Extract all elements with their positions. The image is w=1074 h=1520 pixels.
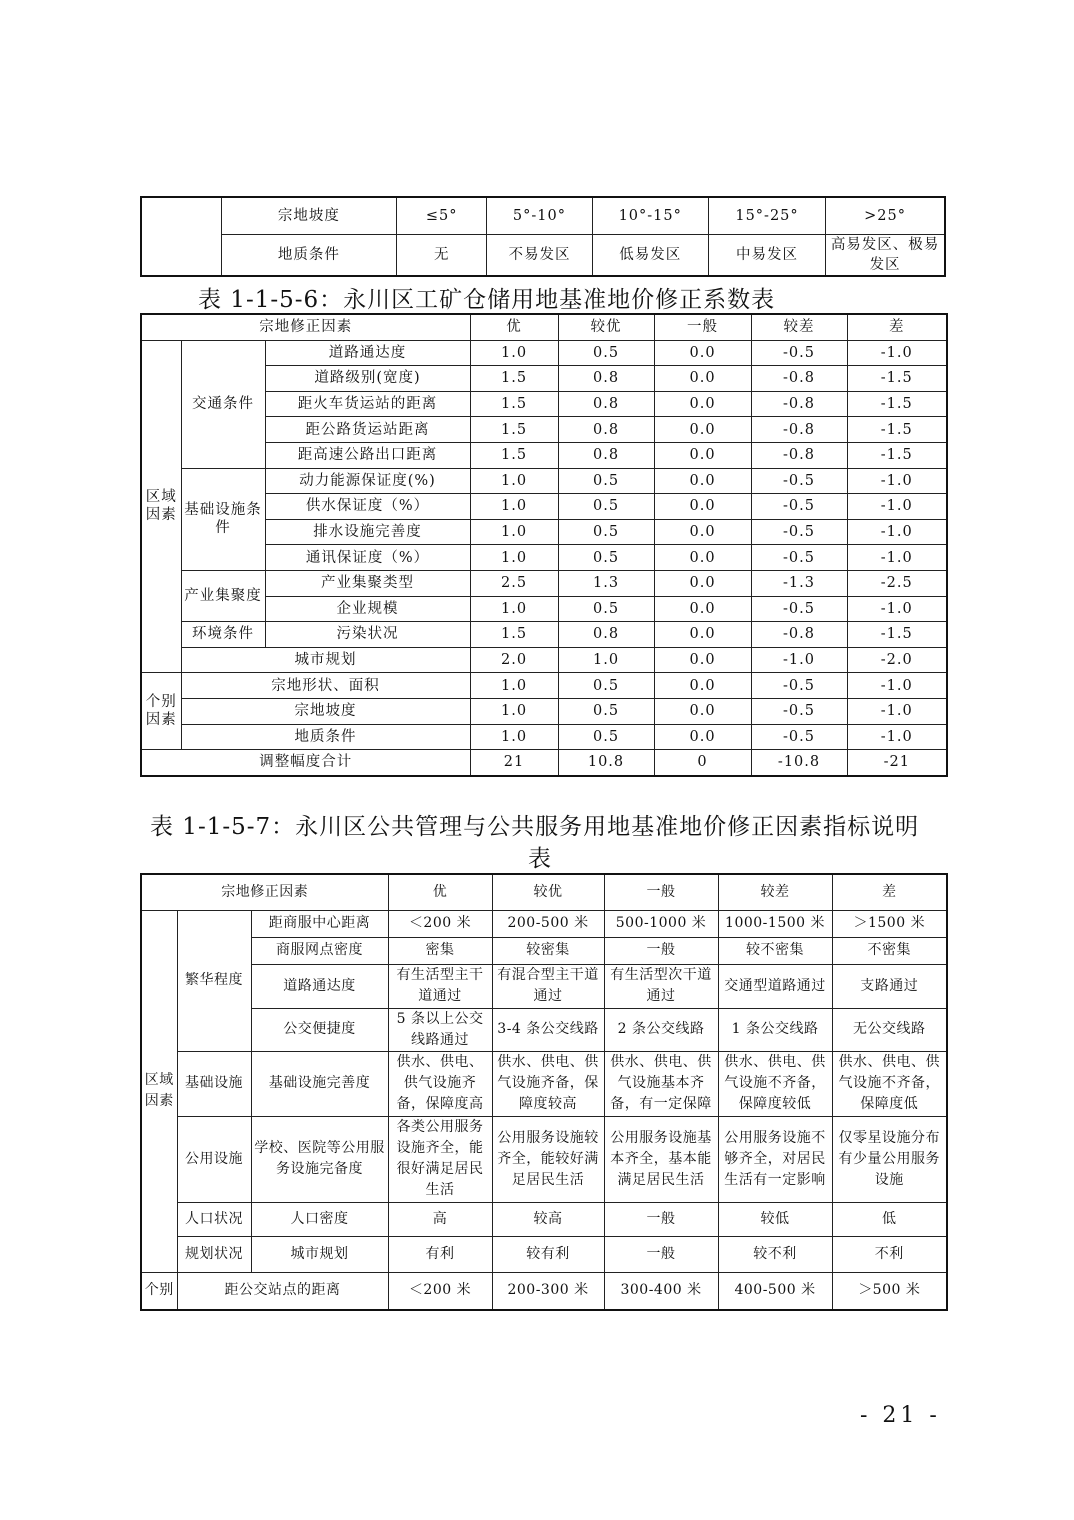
factor-cell: 距火车货运站的距离 — [265, 391, 470, 417]
value-cell: 0.5 — [558, 545, 654, 571]
value-cell: -1.0 — [847, 340, 947, 366]
value-cell: -1.0 — [847, 698, 947, 724]
value-cell: 1.5 — [470, 391, 558, 417]
value-cell: 各类公用服务设施齐全，能很好满足居民生活 — [388, 1116, 492, 1202]
table-cell-empty — [141, 197, 221, 276]
value-cell: 400-500 米 — [718, 1272, 832, 1310]
value-cell: ＜200 米 — [388, 910, 492, 937]
value-cell: 低易发区 — [592, 235, 708, 277]
value-cell: -2.5 — [847, 570, 947, 596]
value-cell: 2.0 — [470, 647, 558, 673]
table-row — [141, 1272, 947, 1310]
value-cell: 10°-15° — [592, 197, 708, 235]
value-cell: 较低 — [718, 1202, 832, 1236]
value-cell: 低 — [832, 1202, 947, 1236]
value-cell: 一般 — [604, 1202, 718, 1236]
value-cell: 较不密集 — [718, 937, 832, 964]
value-cell: 5 条以上公交线路通过 — [388, 1008, 492, 1051]
factor-cell: 城市规划 — [181, 647, 470, 673]
value-cell: ＞1500 米 — [832, 910, 947, 937]
category-planning: 规划状况 — [177, 1236, 251, 1272]
value-cell: 15°-25° — [708, 197, 825, 235]
value-cell: 300-400 米 — [604, 1272, 718, 1310]
value-cell: -1.0 — [847, 596, 947, 622]
value-cell: 一般 — [604, 1236, 718, 1272]
value-cell: 0.5 — [558, 724, 654, 750]
factor-cell: 地质条件 — [181, 724, 470, 750]
table2-caption: 表 1-1-5-6：永川区工矿仓储用地基准地价修正系数表 — [198, 287, 776, 313]
value-cell: 0.5 — [558, 494, 654, 520]
value-cell: 0.8 — [558, 442, 654, 468]
value-cell: -0.8 — [751, 391, 847, 417]
factor-cell: 距商服中心距离 — [251, 910, 388, 937]
category-population: 人口状况 — [177, 1202, 251, 1236]
value-cell: 供水、供电、供气设施齐备，保障度高 — [388, 1051, 492, 1116]
value-cell: 0.0 — [654, 494, 751, 520]
value-cell: 0.8 — [558, 417, 654, 443]
value-cell: 1.0 — [470, 545, 558, 571]
value-cell: ＞500 米 — [832, 1272, 947, 1310]
factor-cell: 通讯保证度（%） — [265, 545, 470, 571]
header-level: 差 — [847, 314, 947, 340]
table-row — [141, 698, 947, 724]
factor-cell: 道路级别(宽度) — [265, 366, 470, 392]
value-cell: 200-300 米 — [492, 1272, 604, 1310]
value-cell: -1.0 — [847, 724, 947, 750]
value-cell: 0.0 — [654, 647, 751, 673]
value-cell: 0.5 — [558, 673, 654, 699]
group-regional: 区域因素 — [141, 910, 177, 1272]
value-cell: 供水、供电、供气设施齐备，保障度较高 — [492, 1051, 604, 1116]
table-row — [141, 197, 945, 235]
value-cell: -0.5 — [751, 698, 847, 724]
value-cell: 0.0 — [654, 673, 751, 699]
value-cell: 高 — [388, 1202, 492, 1236]
header-level: 优 — [470, 314, 558, 340]
table3-caption: 表 1-1-5-7：永川区公共管理与公共服务用地基准地价修正因素指标说明 — [150, 814, 920, 840]
value-cell: -0.5 — [751, 724, 847, 750]
header-level: 较优 — [558, 314, 654, 340]
value-cell: 0.5 — [558, 340, 654, 366]
factor-cell: 道路通达度 — [265, 340, 470, 366]
value-cell: 公用服务设施基本齐全，基本能满足居民生活 — [604, 1116, 718, 1202]
table-row — [141, 1051, 947, 1116]
value-cell: 1.0 — [470, 673, 558, 699]
value-cell: -0.5 — [751, 468, 847, 494]
value-cell: 1.0 — [470, 468, 558, 494]
value-cell: 无 — [397, 235, 487, 277]
table-row — [141, 1236, 947, 1272]
value-cell: 供水、供电、供气设施不齐备，保障度较低 — [718, 1051, 832, 1116]
category-infrastructure: 基础设施条件 — [181, 468, 265, 570]
value-cell: 不利 — [832, 1236, 947, 1272]
value-cell: 不密集 — [832, 937, 947, 964]
value-cell: 有生活型主干道通过 — [388, 964, 492, 1008]
value-cell: 0.5 — [558, 596, 654, 622]
factor-cell: 动力能源保证度(%) — [265, 468, 470, 494]
public-service-land-indicator-table — [140, 873, 948, 1311]
value-cell: 0.0 — [654, 570, 751, 596]
value-cell: -0.5 — [751, 596, 847, 622]
value-cell: -1.5 — [847, 442, 947, 468]
value-cell: -2.0 — [847, 647, 947, 673]
value-cell: ≤5° — [397, 197, 487, 235]
value-cell: -0.8 — [751, 622, 847, 648]
value-cell: 0.0 — [654, 417, 751, 443]
value-cell: 0.0 — [654, 622, 751, 648]
header-factor: 宗地修正因素 — [141, 874, 388, 910]
category-industry: 产业集聚度 — [181, 570, 265, 621]
factor-cell: 道路通达度 — [251, 964, 388, 1008]
value-cell: 较高 — [492, 1202, 604, 1236]
category-infrastructure: 基础设施 — [177, 1051, 251, 1116]
value-cell: -0.5 — [751, 340, 847, 366]
header-factor: 宗地修正因素 — [141, 314, 470, 340]
value-cell: -1.0 — [847, 673, 947, 699]
factor-cell: 污染状况 — [265, 622, 470, 648]
value-cell: >25° — [826, 197, 945, 235]
value-cell: 1.0 — [470, 596, 558, 622]
value-cell: 仅零星设施分布有少量公用服务设施 — [832, 1116, 947, 1202]
value-cell: 1.5 — [470, 366, 558, 392]
value-cell: 供水、供电、供气设施不齐备，保障度低 — [832, 1051, 947, 1116]
header-level: 一般 — [604, 874, 718, 910]
value-cell: -0.8 — [751, 366, 847, 392]
value-cell: 0.0 — [654, 698, 751, 724]
value-cell: 2 条公交线路 — [604, 1008, 718, 1051]
group-individual: 个别因素 — [141, 673, 181, 750]
page-number: - 21 - — [860, 1403, 941, 1428]
value-cell: -0.5 — [751, 673, 847, 699]
value-cell: 0.8 — [558, 366, 654, 392]
value-cell: 0.0 — [654, 596, 751, 622]
value-cell: 1.0 — [470, 519, 558, 545]
value-cell: 0.0 — [654, 391, 751, 417]
table-row — [141, 647, 947, 673]
value-cell: 0.0 — [654, 545, 751, 571]
value-cell: 公用服务设施较齐全，能较好满足居民生活 — [492, 1116, 604, 1202]
category-public-facilities: 公用设施 — [177, 1116, 251, 1202]
factor-cell: 产业集聚类型 — [265, 570, 470, 596]
value-cell: 较密集 — [492, 937, 604, 964]
table-row — [141, 468, 947, 494]
factor-cell: 宗地坡度 — [221, 197, 396, 235]
factor-cell: 公交便捷度 — [251, 1008, 388, 1051]
industrial-land-correction-table — [140, 313, 948, 777]
factor-cell: 距公交站点的距离 — [177, 1272, 388, 1310]
value-cell: -0.5 — [751, 545, 847, 571]
table-row — [141, 622, 947, 648]
value-cell: -1.0 — [847, 545, 947, 571]
value-cell: 0.8 — [558, 622, 654, 648]
table-header-row — [141, 314, 947, 340]
factor-cell: 基础设施完善度 — [251, 1051, 388, 1116]
category-prosperity: 繁华程度 — [177, 910, 251, 1051]
factor-cell: 距高速公路出口距离 — [265, 442, 470, 468]
total-value: 21 — [470, 750, 558, 776]
factor-cell: 人口密度 — [251, 1202, 388, 1236]
header-level: 较差 — [718, 874, 832, 910]
value-cell: -1.0 — [847, 519, 947, 545]
value-cell: 交通型道路通过 — [718, 964, 832, 1008]
table-row — [141, 673, 947, 699]
total-value: 0 — [654, 750, 751, 776]
value-cell: -0.8 — [751, 442, 847, 468]
table-row — [141, 570, 947, 596]
value-cell: -0.8 — [751, 417, 847, 443]
value-cell: 5°-10° — [487, 197, 592, 235]
factor-cell: 宗地坡度 — [181, 698, 470, 724]
table3-caption-continued: 表 — [528, 846, 552, 872]
value-cell: -0.5 — [751, 494, 847, 520]
value-cell: 200-500 米 — [492, 910, 604, 937]
value-cell: -1.5 — [847, 622, 947, 648]
factor-cell: 地质条件 — [221, 235, 396, 277]
value-cell: -1.5 — [847, 366, 947, 392]
total-value: -21 — [847, 750, 947, 776]
value-cell: 3-4 条公交线路 — [492, 1008, 604, 1051]
value-cell: 高易发区、极易发区 — [826, 235, 945, 277]
value-cell: -1.0 — [847, 494, 947, 520]
factor-cell: 商服网点密度 — [251, 937, 388, 964]
header-level: 较差 — [751, 314, 847, 340]
value-cell: 0.0 — [654, 468, 751, 494]
table-total-row — [141, 750, 947, 776]
value-cell: -1.0 — [847, 468, 947, 494]
value-cell: 2.5 — [470, 570, 558, 596]
value-cell: 较有利 — [492, 1236, 604, 1272]
value-cell: 中易发区 — [708, 235, 825, 277]
value-cell: -1.5 — [847, 391, 947, 417]
table-row — [141, 340, 947, 366]
value-cell: 较不利 — [718, 1236, 832, 1272]
value-cell: 公用服务设施不够齐全，对居民生活有一定影响 — [718, 1116, 832, 1202]
value-cell: 0.0 — [654, 519, 751, 545]
value-cell: 密集 — [388, 937, 492, 964]
table-row — [141, 1202, 947, 1236]
value-cell: ＜200 米 — [388, 1272, 492, 1310]
value-cell: -1.0 — [751, 647, 847, 673]
factor-cell: 企业规模 — [265, 596, 470, 622]
total-label: 调整幅度合计 — [141, 750, 470, 776]
value-cell: 0.5 — [558, 698, 654, 724]
table-row — [141, 964, 947, 1008]
factor-cell: 宗地形状、面积 — [181, 673, 470, 699]
value-cell: 支路通过 — [832, 964, 947, 1008]
value-cell: 有生活型次干道通过 — [604, 964, 718, 1008]
factor-cell: 城市规划 — [251, 1236, 388, 1272]
header-level: 优 — [388, 874, 492, 910]
group-individual: 个别 — [141, 1272, 177, 1310]
value-cell: 0.5 — [558, 468, 654, 494]
value-cell: 1.0 — [470, 724, 558, 750]
table-row — [141, 1008, 947, 1051]
value-cell: 1.5 — [470, 417, 558, 443]
value-cell: -1.3 — [751, 570, 847, 596]
value-cell: 一般 — [604, 937, 718, 964]
header-level: 一般 — [654, 314, 751, 340]
value-cell: 1.3 — [558, 570, 654, 596]
table-land-slope-geology — [140, 196, 946, 277]
value-cell: 0.0 — [654, 366, 751, 392]
value-cell: -0.5 — [751, 519, 847, 545]
table-header-row — [141, 874, 947, 910]
value-cell: 不易发区 — [487, 235, 592, 277]
factor-cell: 学校、医院等公用服务设施完备度 — [251, 1116, 388, 1202]
value-cell: 有混合型主干道通过 — [492, 964, 604, 1008]
value-cell: 1000-1500 米 — [718, 910, 832, 937]
value-cell: 1.5 — [470, 622, 558, 648]
factor-cell: 距公路货运站距离 — [265, 417, 470, 443]
value-cell: 无公交线路 — [832, 1008, 947, 1051]
value-cell: 0.0 — [654, 340, 751, 366]
table-row — [141, 910, 947, 937]
group-regional: 区域因素 — [141, 340, 181, 673]
factor-cell: 供水保证度（%） — [265, 494, 470, 520]
table-row — [141, 724, 947, 750]
header-level: 较优 — [492, 874, 604, 910]
value-cell: -1.5 — [847, 417, 947, 443]
value-cell: 1.0 — [470, 698, 558, 724]
value-cell: 1.0 — [470, 340, 558, 366]
value-cell: 0.5 — [558, 519, 654, 545]
table-row — [141, 937, 947, 964]
total-value: 10.8 — [558, 750, 654, 776]
value-cell: 1.0 — [558, 647, 654, 673]
table-row — [141, 235, 945, 277]
category-environment: 环境条件 — [181, 622, 265, 648]
total-value: -10.8 — [751, 750, 847, 776]
value-cell: 有利 — [388, 1236, 492, 1272]
category-traffic: 交通条件 — [181, 340, 265, 468]
value-cell: 0.0 — [654, 442, 751, 468]
value-cell: 1 条公交线路 — [718, 1008, 832, 1051]
factor-cell: 排水设施完善度 — [265, 519, 470, 545]
value-cell: 0.0 — [654, 724, 751, 750]
header-level: 差 — [832, 874, 947, 910]
value-cell: 1.0 — [470, 494, 558, 520]
value-cell: 供水、供电、供气设施基本齐备，有一定保障 — [604, 1051, 718, 1116]
value-cell: 0.8 — [558, 391, 654, 417]
table-row — [141, 1116, 947, 1202]
value-cell: 500-1000 米 — [604, 910, 718, 937]
value-cell: 1.5 — [470, 442, 558, 468]
